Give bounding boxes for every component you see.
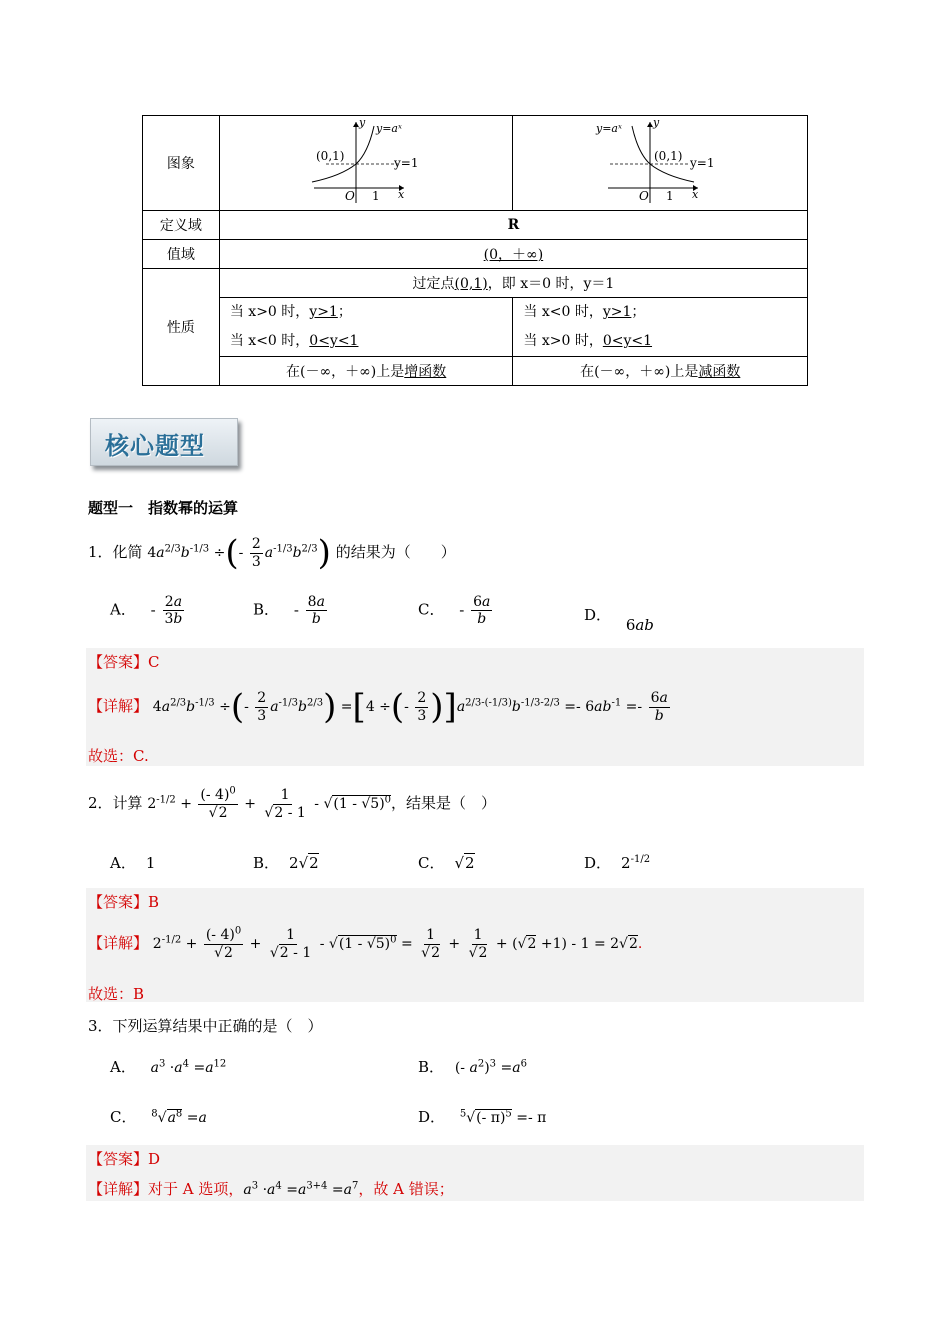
left-prop-1-val: y>1	[309, 304, 338, 320]
q1-stem-post: 的结果为（ ）	[335, 543, 456, 561]
q3-option-a[interactable]: A． $a^3 \cdot a^4 =a^{12}$	[110, 1058, 227, 1076]
q2-expression: $2^{-1/2}$ + $\frac{(- 4)^0}{√2}$ + $\frac{1}{√2 - 1}$ - √(1 - √5)$^0$	[147, 785, 392, 821]
q3-answer	[88, 1148, 160, 1169]
q2-stem-post: ，结果是（ ）	[391, 794, 497, 812]
q1-option-d[interactable]: D． 6ab	[584, 606, 654, 634]
q1-detail	[88, 684, 672, 728]
q2-answer-value: B	[148, 893, 160, 911]
q2-answer-label: 【答案】	[88, 893, 149, 911]
q3-option-c-label: C．	[110, 1108, 137, 1126]
question-1-stem	[88, 532, 456, 572]
left-mono-pre: 在(－∞，＋∞)上是	[286, 364, 405, 380]
left-monotonic-cell	[219, 357, 513, 386]
exponential-function-table	[142, 115, 808, 386]
fixed-point-post: ，即 x＝0 时，y＝1	[487, 276, 615, 292]
left-prop-2-pre: 当 x<0 时，	[229, 333, 310, 349]
q3-detail-label: 【详解】	[88, 1180, 149, 1198]
left-prop-1-post: ；	[337, 304, 352, 320]
row-range-label: 值域	[143, 240, 220, 269]
graph-left-line-label: y=1	[394, 156, 419, 170]
fixed-point-cell	[219, 269, 807, 298]
q2-stem-pre: 计算	[112, 794, 143, 812]
q3-option-b-label: B．	[418, 1058, 445, 1076]
graph-right-origin: O	[639, 189, 650, 203]
graph-left-y-axis: y	[359, 116, 366, 129]
q3-option-d-label: D．	[418, 1108, 446, 1126]
q1-option-b[interactable]: B． - $\frac{8a}{b}$	[253, 594, 325, 628]
graph-right-curve-label: y=aˣ	[596, 122, 623, 135]
q2-detail	[88, 920, 642, 966]
q3-detail	[88, 1178, 454, 1199]
right-prop-1-val: y>1	[602, 304, 632, 320]
q1-option-a[interactable]: A． - $\frac{2a}{3b}$	[110, 594, 183, 628]
q1-detail-label: 【详解】	[88, 697, 149, 715]
q3-answer-label: 【答案】	[88, 1150, 149, 1168]
section-title: 题型一 指数幂的运算	[88, 499, 239, 517]
right-prop-2-val: 0<y<1	[602, 333, 653, 349]
left-mono-val: 增函数	[404, 364, 447, 380]
q1-answer	[88, 651, 160, 672]
q1-choose: 故选：C.	[88, 747, 149, 765]
q2-number: 2．	[88, 794, 113, 812]
graph-increasing-cell	[219, 116, 513, 211]
section-badge-text: 核心题型	[105, 431, 205, 460]
q1-option-a-label: A．	[110, 600, 136, 619]
q2-option-c[interactable]: C． √2	[418, 854, 475, 872]
fixed-point-pre: 过定点	[412, 276, 455, 292]
right-property-cell	[513, 298, 808, 357]
left-prop-1-pre: 当 x>0 时，	[229, 304, 310, 320]
right-prop-2-pre: 当 x>0 时，	[523, 333, 603, 349]
graph-right-line-label: y=1	[690, 156, 715, 170]
q2-option-d[interactable]: D． $2^{-1/2}$	[584, 854, 651, 872]
q1-option-b-label: B．	[253, 600, 280, 619]
q2-answer	[88, 891, 159, 912]
section-badge	[90, 418, 238, 466]
q2-option-a-value: 1	[145, 854, 156, 872]
q3-option-d[interactable]: D． $^5$√(- π)$^5$ =- π	[418, 1108, 547, 1126]
fixed-point-value: (0,1)	[454, 276, 488, 292]
graph-left-tick: 1	[372, 189, 380, 203]
graph-decreasing	[596, 116, 720, 208]
graph-right-point: (0,1)	[654, 149, 683, 163]
q3-option-b[interactable]: B． (- $a^2)^3 =a^6$	[418, 1058, 527, 1076]
graph-increasing	[306, 118, 426, 208]
domain-value: R	[219, 211, 807, 240]
row-graph-label: 图象	[143, 116, 220, 211]
graph-left-point: (0,1)	[316, 149, 345, 163]
graph-left-origin: O	[345, 189, 355, 203]
question-3-stem	[88, 1015, 323, 1036]
graph-right-tick: 1	[666, 189, 674, 203]
q3-number: 3．	[88, 1017, 113, 1035]
right-mono-pre: 在(－∞，＋∞)上是	[580, 364, 699, 380]
q1-answer-box	[86, 648, 864, 766]
q2-choose: 故选：B	[88, 985, 145, 1003]
q3-answer-box	[86, 1145, 864, 1201]
q3-detail-post: ，故 A 错误；	[358, 1180, 454, 1198]
q2-option-b[interactable]: B． 2√2	[253, 854, 319, 872]
q2-option-b-label: B．	[253, 854, 280, 872]
q1-detail-math: $4a^{2/3}b^{-1/3}$ ÷(- $\frac{2}{3}$ $a^{-1/3}b^{2/3}) =[4$ ÷(- $\frac{2}{3}$ )]$a^{2/3-(-1/3)}b^{-1/3-2/3} =- 6ab^{-1}$ =- $\frac{6a}{b}$	[152, 687, 668, 727]
q1-expression: $4a^{2/3}b^{-1/3}$ ÷(- $\frac{2}{3}$ $a^{-1/3}b^{2/3}$)	[147, 533, 331, 573]
right-prop-1-post: ；	[631, 304, 646, 320]
left-prop-2-val: 0<y<1	[309, 333, 359, 349]
row-domain-label: 定义域	[143, 211, 220, 240]
question-2-stem	[88, 780, 496, 826]
q1-option-d-label: D．	[584, 606, 612, 624]
q3-detail-math: $a^3 \cdot a^4 =a^{3+4} =a^7$	[243, 1180, 359, 1198]
q3-stem: 下列运算结果中正确的是（ ）	[112, 1017, 323, 1035]
right-mono-val: 减函数	[698, 364, 741, 380]
graph-left-curve-label: y=aˣ	[376, 122, 403, 135]
graph-right-x-axis: x	[692, 188, 699, 201]
row-property-label: 性质	[143, 269, 220, 386]
q2-option-a-label: A．	[110, 854, 136, 872]
q3-detail-pre: 对于 A 选项，	[148, 1180, 244, 1198]
range-value-text: (0，＋∞)	[483, 247, 544, 263]
q2-answer-box	[86, 888, 864, 1002]
graph-left-x-axis: x	[398, 188, 405, 201]
q3-option-c[interactable]: C． $^8√a^8 =a$	[110, 1108, 207, 1126]
q2-option-a[interactable]	[110, 852, 155, 873]
q1-answer-value: C	[148, 653, 160, 671]
right-prop-1-pre: 当 x<0 时，	[523, 304, 603, 320]
q1-stem-pre: 化简	[112, 543, 143, 561]
q1-option-c-label: C．	[418, 600, 445, 619]
q1-option-c[interactable]: C． - $\frac{6a}{b}$	[418, 594, 491, 628]
right-monotonic-cell	[513, 357, 808, 386]
graph-right-y-axis: y	[653, 116, 660, 129]
q1-number: 1．	[88, 543, 113, 561]
q3-option-a-label: A．	[110, 1058, 136, 1076]
q3-answer-value: D	[148, 1150, 161, 1168]
q2-option-c-label: C．	[418, 854, 445, 872]
range-value	[219, 240, 807, 269]
q2-option-d-label: D．	[584, 854, 612, 872]
q2-detail-label: 【详解】	[88, 934, 149, 952]
q2-detail-math: $2^{-1/2}$ + $\frac{(- 4)^0}{√2}$ + $\frac{1}{√2 - 1}$ - √(1 - √5)$^0$ = $\frac{1}{√2}$ + $\frac{1}{√2}$ + (√2 +1) - 1 = 2√2.	[152, 925, 643, 961]
graph-decreasing-cell	[513, 116, 808, 211]
left-property-cell	[219, 298, 513, 357]
q1-answer-label: 【答案】	[88, 653, 149, 671]
